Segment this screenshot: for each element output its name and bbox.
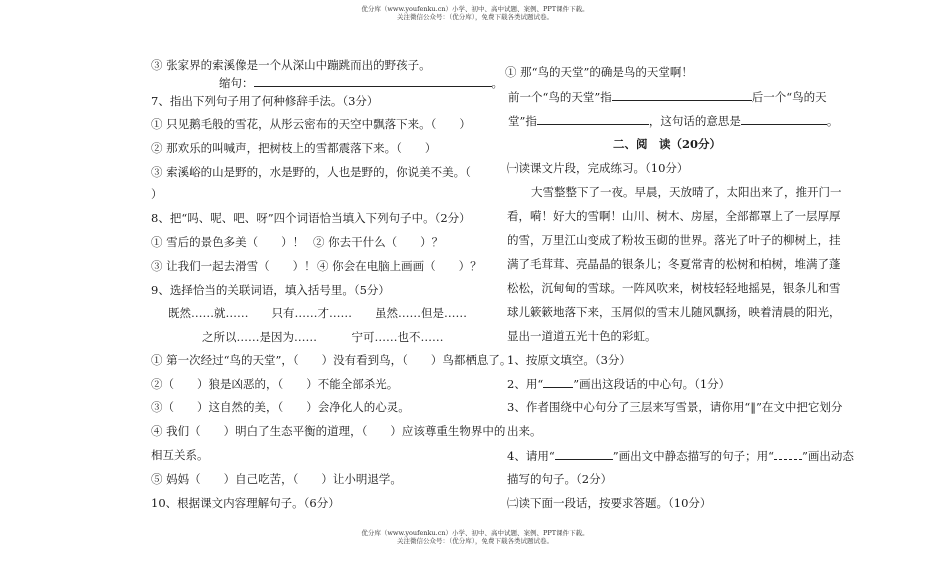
- question-9-2: ②（ ）狼是凶恶的，（ ）不能全部杀光。: [151, 377, 399, 391]
- left-column: [151, 58, 512, 518]
- passage-line-4: 满了毛茸茸、亮晶晶的银条儿；冬夏常青的松树和柏树，堆满了蓬: [507, 257, 841, 271]
- footer-line-2: 关注微信公众号：（优分库），免费下载各类试题试卷。: [397, 537, 553, 545]
- question-10: 10、根据课文内容理解句子。（6分）: [151, 496, 340, 510]
- q10-front-label: 前一个“鸟的天堂”指: [508, 90, 612, 104]
- passage-line-5: 松松，沉甸甸的雪球。一阵风吹来，树枝轻轻地摇晃，银条儿和雪: [507, 281, 841, 295]
- q10-back-label: 后一个“鸟的天: [751, 90, 827, 104]
- question-9-5: ⑤ 妈妈（ ）自己吃苦，（ ）让小明退学。: [151, 472, 402, 486]
- question-10-1-blank-line-2: [508, 113, 838, 128]
- header-line-1: 优分库（www.youfenku.cn）小学、初中、高中试题、案例、PPT课件下载。: [361, 5, 589, 13]
- reading-question-4-cont: 描写的句子。（2分）: [507, 472, 613, 486]
- question-8: 8、把“吗、呢、吧、呀”四个词语恰当填入下列句子中。（2分）: [151, 211, 471, 225]
- right-column: [505, 58, 854, 518]
- q10-meaning-label: ，这句话的意思是: [648, 114, 741, 128]
- question-8-1a: ① 雪后的景色多美（ ）！: [151, 235, 305, 249]
- question-7-3: ③ 索溪峪的山是野的，水是野的，人也是野的，你说美不美。（: [151, 165, 471, 179]
- page-footer: [0, 529, 950, 545]
- footer-line-1: 优分库（www.youfenku.cn）小学、初中、高中试题、案例、PPT课件下载。: [361, 529, 589, 537]
- shrink-answer-blank[interactable]: [254, 75, 492, 87]
- passage-line-2: 看，嗬！好大的雪啊！山川、树木、房屋，全部都罩上了一层厚厚: [507, 209, 841, 223]
- question-6-3-text: ③ 张家界的索溪像是一个从深山中蹦跳而出的野孩子。: [151, 58, 431, 72]
- conjunction-options-1: 既然……就…… 只有……才…… 虽然……但是……: [168, 306, 467, 320]
- r2-prefix: 2、用“: [507, 377, 544, 391]
- reading-question-3: 3、作者围绕中心句分了三层来写雪景，请你用“‖”在文中把它划分: [507, 400, 843, 414]
- reading-part-2: ㈡读下面一段话，按要求答题。（10分）: [507, 496, 712, 510]
- r2-underline-sample: [543, 376, 573, 388]
- passage-line-7: 显出一道道五光十色的彩虹。: [507, 329, 657, 343]
- page-header: [0, 5, 950, 21]
- section-2-title: 二、阅 读（20分）: [613, 137, 722, 151]
- reading-question-1: 1、按原文填空。（3分）: [507, 353, 631, 367]
- reading-question-3-cont: 出来。: [507, 424, 542, 438]
- passage-line-6: 球儿簌簌地落下来，玉屑似的雪末儿随风飘扬，映着清晨的阳光，: [507, 305, 841, 319]
- q10-back-label-cont: 堂”指: [508, 114, 537, 128]
- question-7-2: ② 那欢乐的叫喊声，把树枝上的雪都震落下来。（ ）: [151, 141, 437, 155]
- passage-line-3: 的雪，万里江山变成了粉妆玉砌的世界。落光了叶子的柳树上，挂: [507, 233, 841, 247]
- question-9-1: ① 第一次经过“鸟的天堂”，（ ）没有看到鸟，（ ）鸟都栖息了。: [151, 353, 512, 367]
- r4-suffix: ”画出动态: [801, 449, 854, 463]
- question-9-3: ③（ ）这自然的美，（ ）会净化人的心灵。: [151, 400, 410, 414]
- header-line-2: 关注微信公众号：（优分库），免费下载各类试题试卷。: [397, 13, 553, 21]
- r4-straight-line-sample: [555, 448, 613, 460]
- meaning-blank[interactable]: [741, 113, 827, 125]
- question-9-4-cont: 相互关系。: [151, 448, 209, 462]
- q10-end: 。: [826, 114, 839, 128]
- question-7-1: ① 只见鹅毛般的雪花，从彤云密布的天空中飘落下来。（ ）: [151, 117, 471, 131]
- question-10-1: ① 那“鸟的天堂”的确是鸟的天堂啊！: [505, 65, 693, 79]
- question-8-1b: ② 你去干什么（ ）？: [313, 235, 444, 249]
- question-8-2b: ④ 你会在电脑上画画（ ）？: [317, 259, 482, 273]
- question-7: 7、指出下列句子用了何种修辞手法。（3分）: [151, 94, 379, 108]
- shrink-label: 缩句：: [219, 76, 254, 90]
- shrink-end: 。: [491, 76, 503, 90]
- passage-line-1: 大雪整整下了一夜。早晨，天放晴了，太阳出来了，推开门一: [531, 185, 842, 199]
- reading-question-4: [507, 448, 854, 463]
- r4-prefix: 4、请用“: [507, 449, 555, 463]
- front-heaven-blank[interactable]: [612, 89, 752, 101]
- question-10-1-blank-line: [508, 89, 827, 104]
- reading-part-1: ㈠读课文片段，完成练习。（10分）: [507, 161, 689, 175]
- r4-middle: ”画出文中静态描写的句子；用“: [612, 449, 774, 463]
- question-7-3-close: ）: [151, 187, 163, 201]
- conjunction-options-2: 之所以……是因为…… 宁可……也不……: [202, 330, 444, 344]
- r2-suffix: ”画出这段话的中心句。（1分）: [573, 377, 731, 391]
- reading-question-2: [507, 376, 730, 391]
- back-heaven-blank[interactable]: [537, 113, 649, 125]
- question-8-2a: ③ 让我们一起去滑雪（ ）！: [151, 259, 316, 273]
- question-6-3-shrink: [219, 75, 503, 90]
- r4-wavy-line-sample: [774, 448, 802, 460]
- question-9-4: ④ 我们（ ）明白了生态平衡的道理，（ ）应该尊重生物界中的: [151, 424, 506, 438]
- question-9: 9、选择恰当的关联词语，填入括号里。（5分）: [151, 283, 390, 297]
- question-6-3: [151, 58, 431, 72]
